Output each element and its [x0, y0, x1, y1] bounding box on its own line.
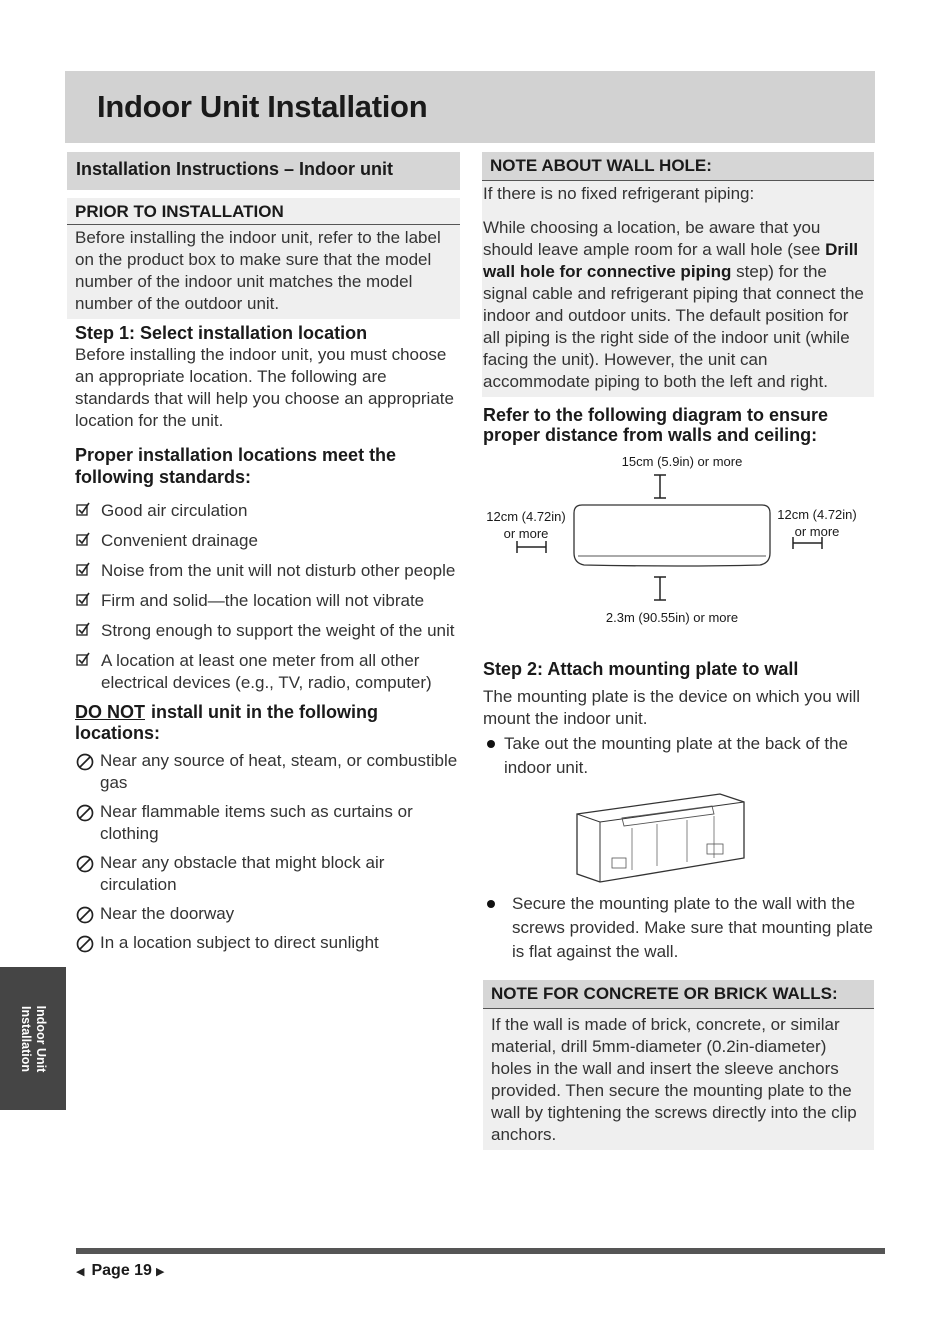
right-clearance-label: 12cm (4.72in) or more — [777, 507, 857, 539]
prior-to-installation-box — [67, 198, 460, 319]
top-clearance-label: 15cm (5.9in) or more — [621, 454, 743, 469]
checkbox-icon — [76, 592, 90, 606]
prior-heading: PRIOR TO INSTALLATION — [67, 198, 460, 225]
list-item: Strong enough to support the weight of the unit — [75, 620, 460, 642]
right-column — [482, 152, 874, 1150]
page-number: Page 19 — [91, 1262, 152, 1279]
clearance-diagram — [482, 453, 874, 653]
wall-hole-body: While choosing a location, be aware that you should leave ample room for a wall hole (see Drill wall hole for connective piping step) for the signal cable and refrigerant piping that connect the indoor and outdoor units. The default position for all piping is the right side of the indoor unit (while facing the unit). However, the unit can accommodate piping to both the left and right. — [483, 218, 864, 391]
prohibited-icon — [76, 804, 94, 822]
standards-heading: Proper installation locations meet the following standards: — [75, 445, 397, 487]
step2-bullets — [482, 732, 874, 780]
list-item: Take out the mounting plate at the back of the indoor unit. — [484, 732, 874, 780]
checkbox-icon — [76, 502, 90, 516]
list-item: Near any obstacle that might block air circulation — [75, 852, 460, 896]
wall-hole-note — [482, 152, 874, 397]
wall-hole-heading: NOTE ABOUT WALL HOLE: — [482, 152, 874, 181]
section-subtitle: Installation Instructions – Indoor unit — [67, 152, 460, 190]
mounting-plate-illustration — [482, 786, 874, 888]
mounting-plate-icon — [482, 786, 874, 888]
page-footer — [76, 1262, 164, 1280]
wall-hole-line1: If there is no fixed refrigerant piping: — [483, 184, 755, 203]
left-clearance-label: 12cm (4.72in) or more — [486, 509, 566, 541]
list-item: Near any source of heat, steam, or combustible gas — [75, 750, 460, 794]
list-item: A location at least one meter from all other electrical devices (e.g., TV, radio, computer) — [75, 650, 460, 694]
prior-body: Before installing the indoor unit, refer to the label on the product box to make sure that the model number of the indoor unit matches the model number of the outdoor unit. — [75, 228, 441, 313]
list-item: Near flammable items such as curtains or clothing — [75, 801, 460, 845]
donot-heading: DO NOT install unit in the following locations: — [75, 702, 378, 743]
list-item: In a location subject to direct sunlight — [75, 932, 460, 954]
prohibited-icon — [76, 906, 94, 924]
prohibited-icon — [76, 855, 94, 873]
list-item: Firm and solid—the location will not vibrate — [75, 590, 460, 612]
prohibited-icon — [76, 935, 94, 953]
step2-body: The mounting plate is the device on which you will mount the indoor unit. — [483, 687, 861, 728]
page-title: Indoor Unit Installation — [97, 89, 428, 124]
list-item: Good air circulation — [75, 500, 460, 522]
prev-page-icon: ◀ — [76, 1265, 85, 1278]
step1-body: Before installing the indoor unit, you must choose an appropriate location. The following are standards that will help you choose an appropriate location for the unit. — [75, 345, 454, 430]
checkbox-icon — [76, 652, 90, 666]
bottom-clearance-label: 2.3m (90.55in) or more — [605, 610, 739, 625]
checkbox-icon — [76, 562, 90, 576]
step2-title: Step 2: Attach mounting plate to wall — [483, 659, 799, 679]
step2-bullets-2 — [482, 892, 874, 964]
list-item: Convenient drainage — [75, 530, 460, 552]
next-page-icon: ▶ — [155, 1265, 165, 1278]
step1-title: Step 1: Select installation location — [75, 323, 368, 343]
list-item: Secure the mounting plate to the wall with the screws provided. Make sure that mounting plate is flat against the wall. — [484, 892, 874, 964]
side-tab — [0, 967, 66, 1110]
side-tab-label: Indoor Unit Installation — [19, 1005, 48, 1072]
left-column — [67, 152, 460, 961]
page-header — [65, 71, 875, 143]
concrete-note — [483, 980, 874, 1150]
donot-list — [67, 750, 460, 954]
checkbox-icon — [76, 532, 90, 546]
donot-prefix: DO NOT — [75, 702, 145, 722]
footer-divider — [76, 1248, 885, 1254]
checkbox-icon — [76, 622, 90, 636]
indoor-unit-outline — [482, 453, 874, 653]
prohibited-icon — [76, 753, 94, 771]
concrete-body: If the wall is made of brick, concrete, or similar material, drill 5mm-diameter (0.2in-diameter) holes in the wall and insert the sleeve anchors provided. Then secure the mounting plate to the wall by tightening the screws directly into the clip anchors. — [491, 1015, 857, 1144]
concrete-heading: NOTE FOR CONCRETE OR BRICK WALLS: — [483, 980, 874, 1009]
list-item: Near the doorway — [75, 903, 460, 925]
list-item: Noise from the unit will not disturb other people — [75, 560, 460, 582]
standards-list — [67, 500, 460, 694]
diagram-heading: Refer to the following diagram to ensure proper distance from walls and ceiling: — [483, 405, 829, 445]
